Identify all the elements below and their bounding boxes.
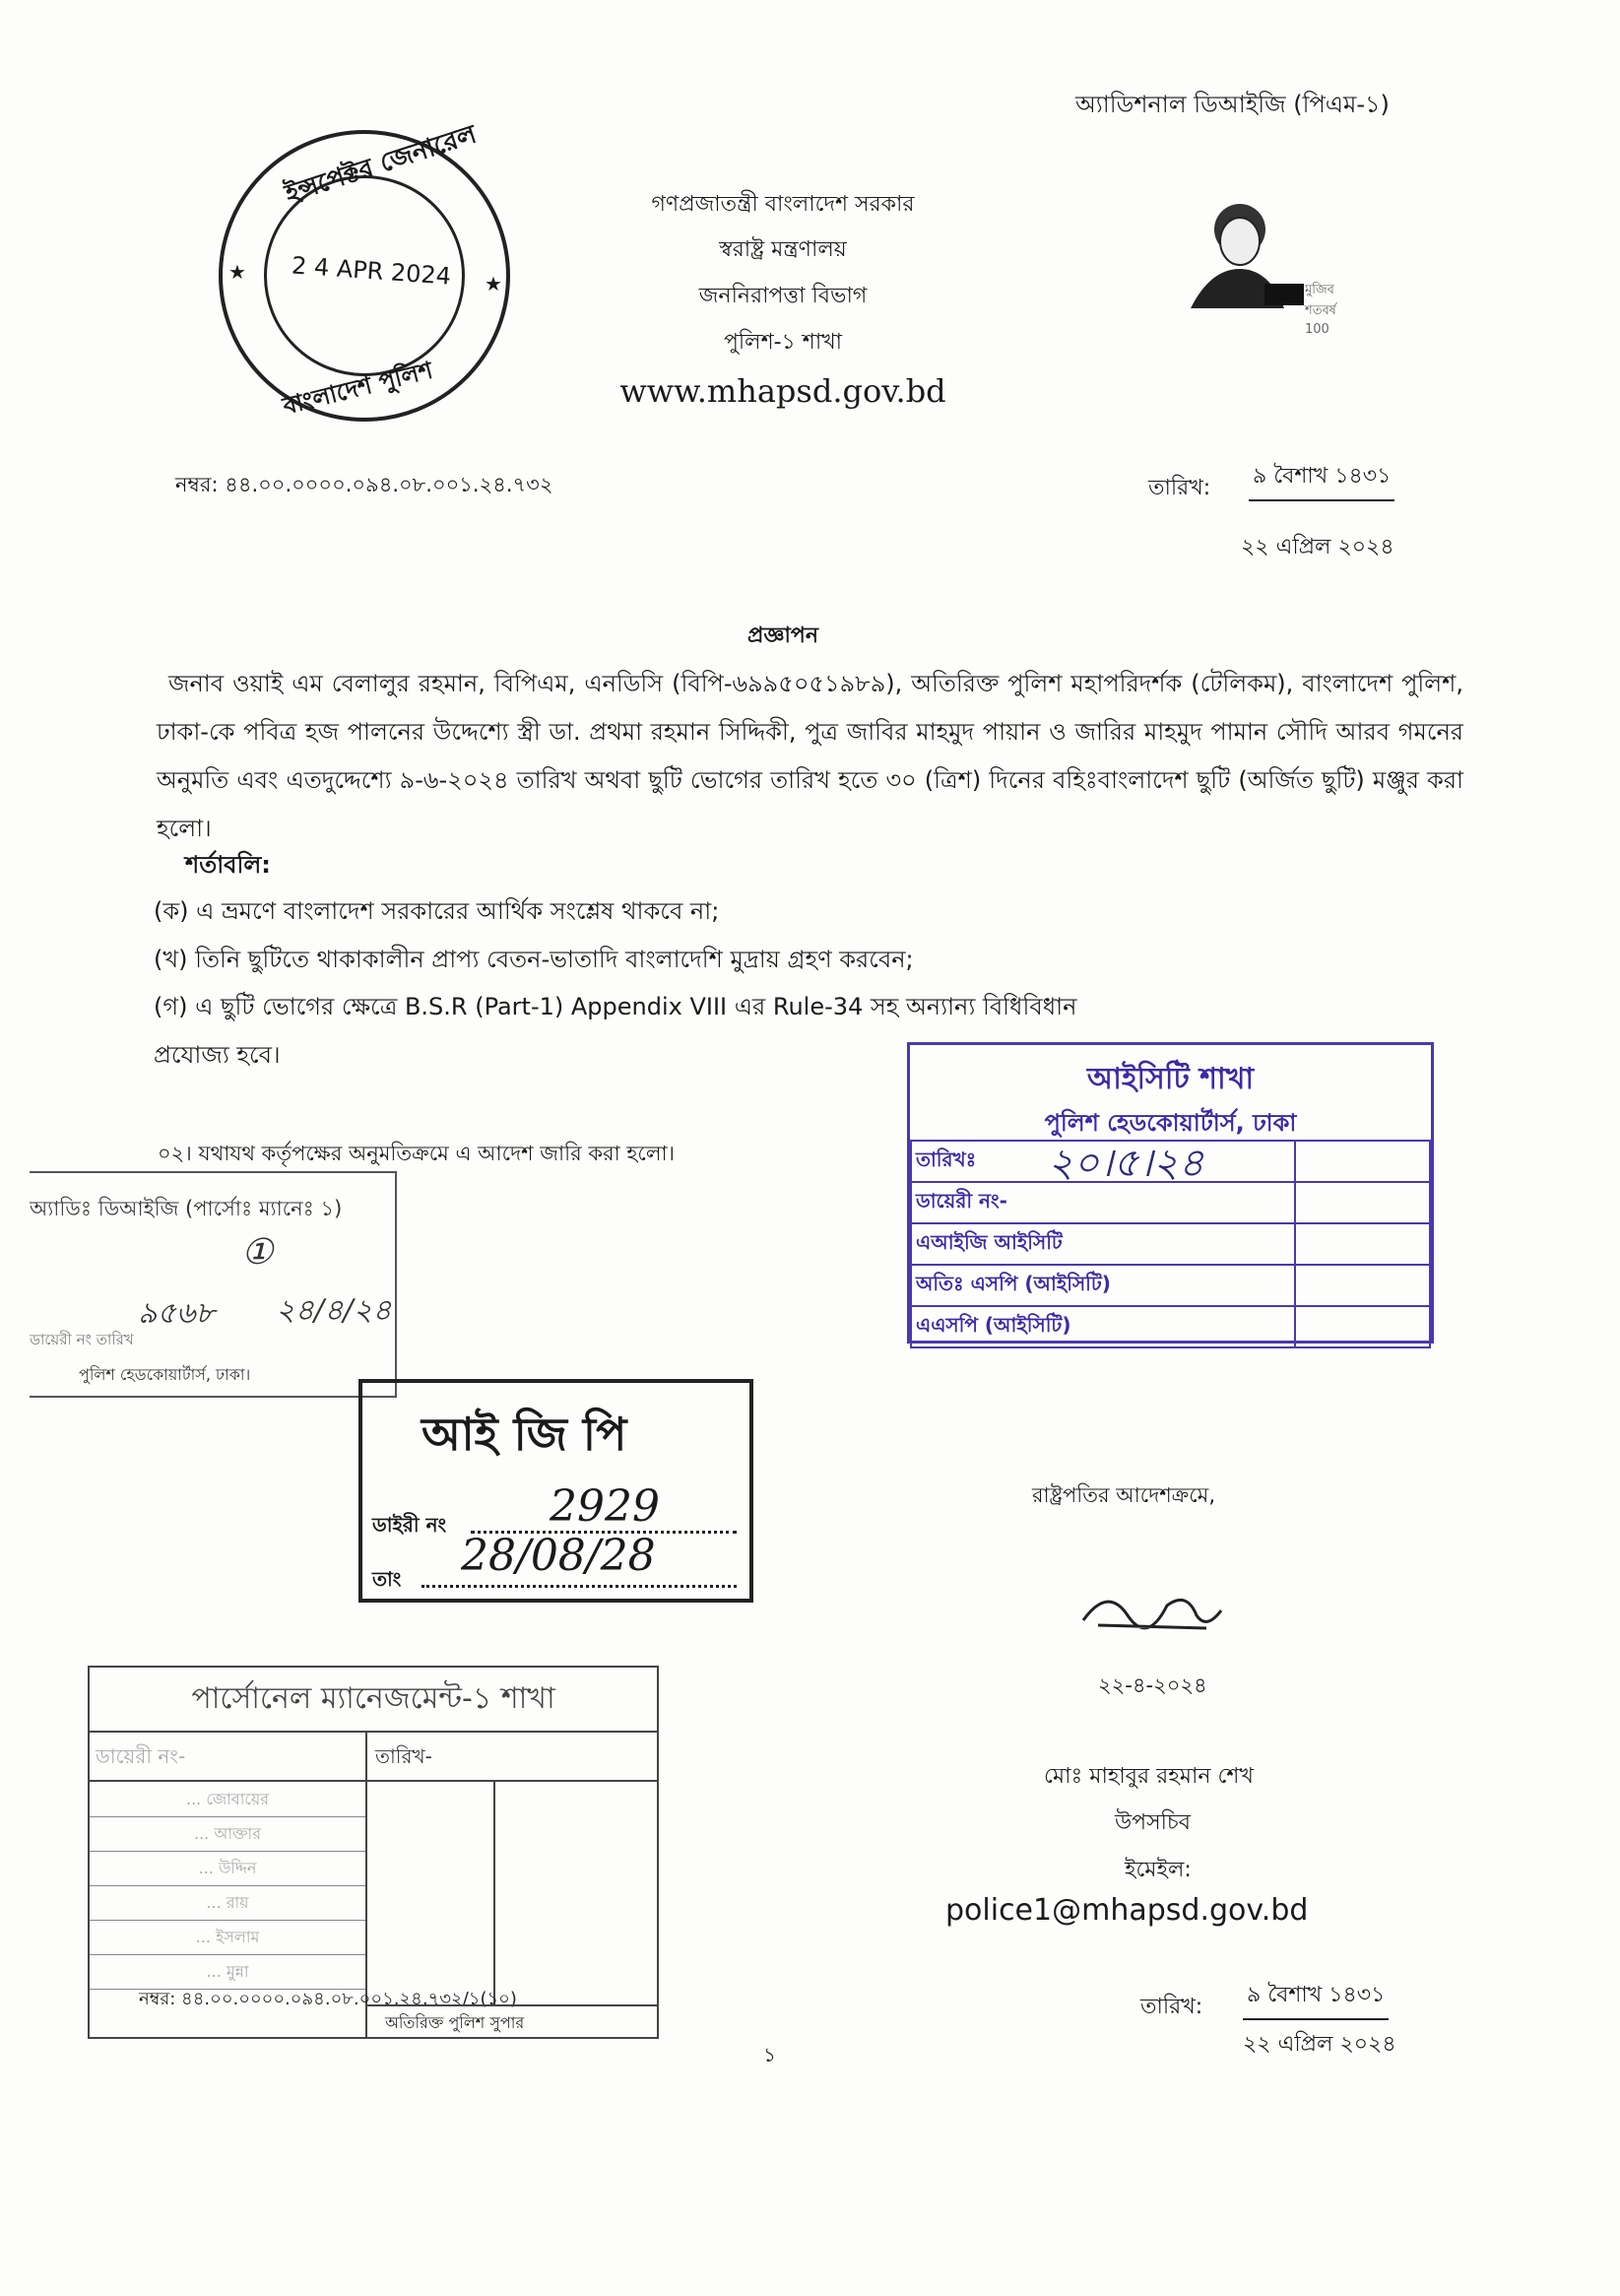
left-stamp-date: ২৪/৪/২৪ (276, 1293, 392, 1328)
ict-stamp-subtitle: পুলিশ হেডকোয়ার্টার্স, ঢাকা (1044, 1109, 1297, 1137)
header-line-3: জননিরাপত্তা বিভাগ (698, 284, 868, 308)
round-stamp-top-text: ইন্সপেক্টর জেনারেল (282, 119, 481, 210)
ict-row-date: তারিখঃ (911, 1141, 1295, 1182)
pm-date-label: তারিখ- (375, 1744, 432, 1768)
document-title: প্রজ্ঞাপন (747, 623, 818, 648)
bottom-date-label: তারিখ: (1140, 1995, 1203, 2019)
pm-name-row: ... ইসলাম (90, 1920, 365, 1955)
star-icon: ★ (228, 260, 246, 284)
igp-date-label: তাং (372, 1567, 402, 1591)
signature (1078, 1581, 1226, 1644)
mujib-logo (1171, 190, 1346, 337)
condition-ga: (গ) এ ছুটি ভোগের ক্ষেত্রে B.S.R (Part-1) Appendix VIII এর Rule-34 সহ অন্যান্য বিধিবিধান (154, 993, 1077, 1020)
ict-row-addl-sp: অতিঃ এসপি (আইসিটি) (911, 1265, 1295, 1306)
header-line-4: পুলিশ-১ শাখা (723, 330, 843, 355)
condition-ga-cont: প্রযোজ্য হবে। (154, 1041, 281, 1069)
left-stamp-footer: পুলিশ হেডকোয়ার্টার্স, ঢাকা। (79, 1365, 251, 1384)
bottom-date-english: ২২ এপ্রিল ২০২৪ (1243, 2032, 1396, 2057)
pm-footer: অতিরিক্ত পুলিশ সুপার (385, 2013, 525, 2032)
header-line-2: স্বরাষ্ট্র মন্ত্রণালয় (719, 237, 847, 262)
memo-number: নম্বর: ৪৪.০০.০০০০.০৯৪.০৮.০০১.২৪.৭৩২ (175, 473, 553, 496)
by-order-of-president: রাষ্ট্রপতির আদেশক্রমে, (1032, 1483, 1215, 1507)
bottom-date-bangla: ৯ বৈশাখ ১৪৩১ (1243, 1978, 1389, 2020)
igp-diary-label: ডাইরী নং (372, 1513, 447, 1537)
igp-stamp (358, 1379, 753, 1603)
igp-diary-no: 2929 (550, 1481, 660, 1532)
ict-handwritten-date: ২০।৫।২৪ (1048, 1141, 1204, 1186)
page-number: ১ (763, 2043, 776, 2066)
email-address: police1@mhapsd.gov.bd (945, 1893, 1309, 1928)
pm-name-row: ... জোবায়ের (90, 1782, 365, 1817)
ict-row-diary: ডায়েরী নং- (911, 1182, 1295, 1223)
igp-date: 28/08/28 (461, 1531, 656, 1581)
round-stamp-date: 2 4 APR 2024 (291, 251, 452, 291)
signatory-name: মোঃ মাহাবুর রহমান শেখ (1044, 1764, 1254, 1789)
memo-date-english: ২২ এপ্রিল ২০২৪ (1241, 535, 1394, 559)
igp-stamp-title: আই জি পি (421, 1408, 627, 1461)
email-label: ইমেইল: (1125, 1858, 1192, 1882)
left-stamp-diary-no: ৯৫৬৮ (138, 1296, 215, 1331)
pm-name-row: ... আক্তার (90, 1816, 365, 1852)
memo-date-label: তারিখ: (1148, 476, 1211, 500)
ict-row-aig: এআইজি আইসিটি (911, 1223, 1295, 1265)
ict-stamp-title: আইসিটি শাখা (1086, 1062, 1255, 1096)
memo-date-bangla: ৯ বৈশাখ ১৪৩১ (1249, 459, 1394, 501)
condition-kha: (খ) তিনি ছুটিতে থাকাকালীন প্রাপ্য বেতন-ভাতাদি বাংলাদেশি মুদ্রায় গ্রহণ করবেন; (154, 946, 914, 973)
left-stamp-labels: ডায়েরী নং তারিখ (30, 1331, 134, 1348)
pm-name-row: ... রায় (90, 1885, 365, 1921)
pm-diary-label: ডায়েরী নং- (96, 1744, 186, 1768)
signatory-designation: উপসচিব (1115, 1810, 1192, 1835)
body-paragraph: জনাব ওয়াই এম বেলালুর রহমান, বিপিএম, এনডিসি (বিপি-৬৯৯৫০৫১৯৮৯), অতিরিক্ত পুলিশ মহাপরিদর্শক (টেলিকম), বাংলাদেশ পুলিশ, ঢাকা-কে পবিত্র হজ পালনের উদ্দেশ্যে স্ত্রী ডা. প্রথমা রহমান সিদ্দিকী, পুত্র জাবির মাহমুদ পায়ান ও জারির মাহমুদ পামান সৌদি আরব গমনের অনুমতি এবং এতদুদ্দেশ্যে ৯-৬-২০২৪ তারিখ অথবা ছুটি ভোগের তারিখ হতে ৩০ (ত্রিশ) দিনের বহিঃবাংলাদেশ ছুটি (অর্জিত ছুটি) মঞ্জুর করা হলো। (157, 670, 1463, 842)
pm-memo-number: নম্বর: ৪৪.০০.০০০০.০৯৪.০৮.০০১.২৪.৭৩২/১(১০) (139, 1989, 517, 2009)
header-website: www.mhapsd.gov.bd (619, 372, 946, 410)
ict-branch-stamp (907, 1042, 1434, 1344)
conditions-heading: শর্তাবলি: (185, 851, 271, 879)
bottom-date-english-cut (1243, 2027, 1396, 2057)
star-icon: ★ (485, 272, 502, 295)
round-stamp-bottom-text: বাংলাদেশ পুলিশ (280, 356, 436, 421)
logo-text: মুজিব শতবর্ষ 100 (1305, 283, 1336, 337)
personnel-management-stamp (88, 1666, 659, 2039)
pm-stamp-title: পার্সোনেল ম্যানেজমেন্ট-১ শাখা (90, 1668, 657, 1733)
pm-name-row: ... মুন্না (90, 1954, 365, 1990)
header-line-1: গণপ্রজাতন্ত্রী বাংলাদেশ সরকার (651, 192, 915, 217)
condition-ka: (ক) এ ভ্রমণে বাংলাদেশ সরকারের আর্থিক সংশ্লেষ থাকবে না; (154, 897, 720, 925)
signature-date: ২২-৪-২০২৪ (1098, 1673, 1207, 1697)
order-line: ০২। যথাযথ কর্তৃপক্ষের অনুমতিক্রমে এ আদেশ জারি করা হলো। (158, 1142, 676, 1165)
personnel-dig-stamp (30, 1171, 397, 1398)
ict-row-asp: এএসপি (আইসিটি) (911, 1306, 1295, 1347)
top-right-note: অ্যাডিশনাল ডিআইজি (পিএম-১) (1075, 91, 1390, 118)
left-stamp-mark: ① (241, 1232, 274, 1273)
left-stamp-title: অ্যাডিঃ ডিআইজি (পার্সোঃ ম্যানেঃ ১) (30, 1197, 343, 1220)
pm-name-row: ... উদ্দিন (90, 1851, 365, 1886)
